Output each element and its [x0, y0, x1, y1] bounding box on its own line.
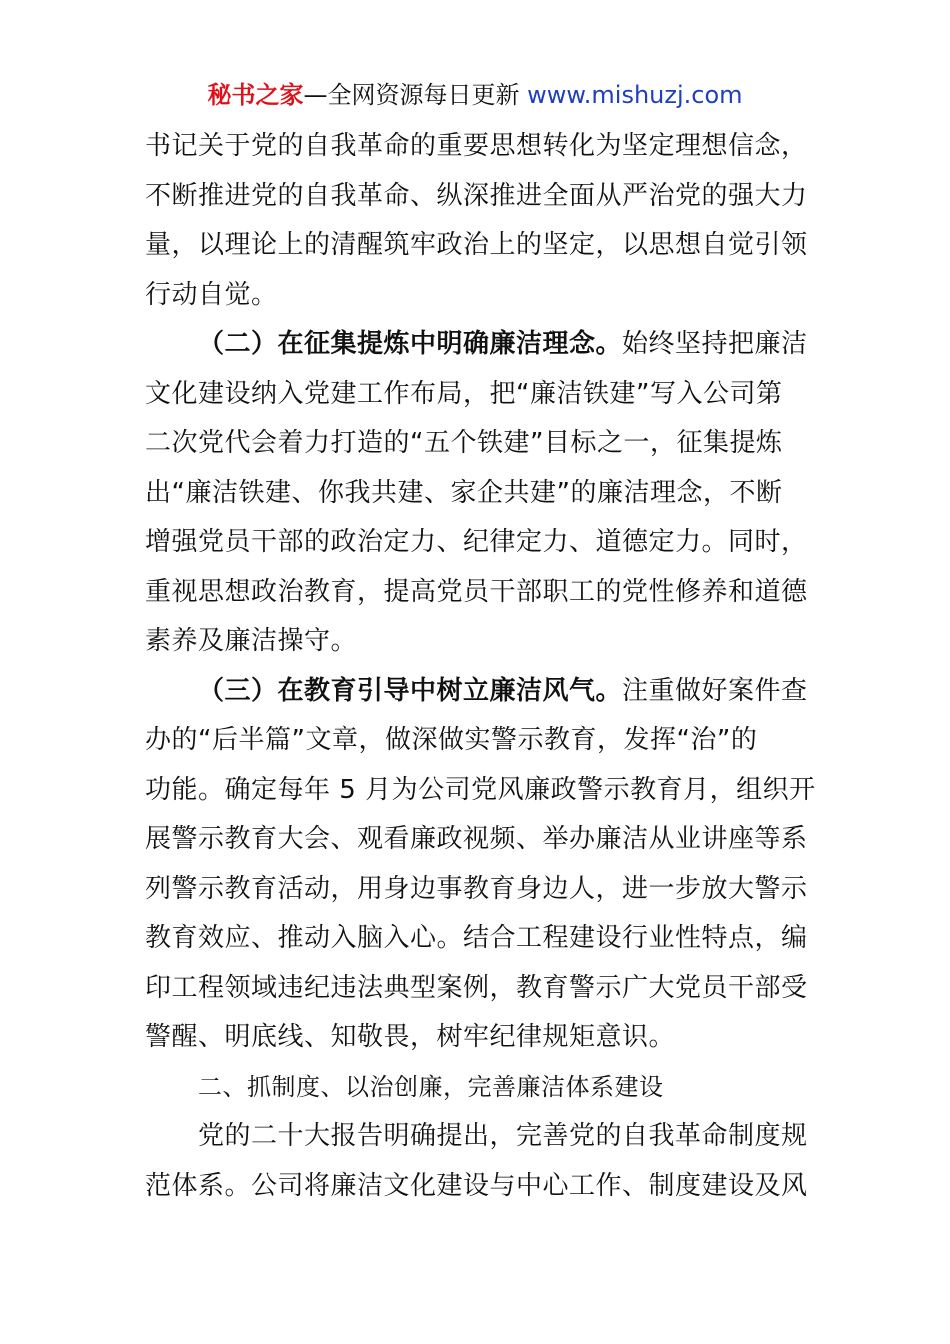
body-line: 二次党代会着力打造的“五个铁建”目标之一，征集提炼	[145, 428, 783, 458]
section-2-first-line	[145, 320, 810, 370]
site-header	[0, 78, 950, 112]
body-line: 行动自觉。	[145, 279, 278, 310]
section-3-heading: （三）在教育引导中树立廉洁风气。	[198, 675, 623, 706]
body-line: 重视思想政治教育，提高党员干部职工的党性修养和道德	[145, 576, 808, 607]
section-3-first-line	[145, 667, 810, 717]
body-line: 功能。确定每年 5 月为公司党风廉政警示教育月，组织开	[145, 774, 816, 805]
body-line: 展警示教育大会、观看廉政视频、举办廉洁从业讲座等系	[145, 824, 808, 854]
body-line: 列警示教育活动，用身边事教育身边人，进一步放大警示	[145, 873, 808, 904]
body-line: 警醒、明底线、知敬畏，树牢纪律规矩意识。	[145, 1022, 676, 1052]
body-line: 出“廉洁铁建、你我共建、家企共建”的廉洁理念，不断	[145, 477, 783, 508]
site-url: www.mishuzj.com	[527, 81, 743, 109]
body-line: 范体系。公司将廉洁文化建设与中心工作、制度建设及风	[145, 1170, 808, 1201]
site-brand: 秘书之家	[207, 81, 304, 109]
section-3-text: 注重做好案件查	[622, 675, 808, 706]
site-tagline: —全网资源每日更新	[303, 81, 528, 109]
body-line: 不断推进党的自我革命、纵深推进全面从严治党的强大力	[145, 180, 808, 211]
section-2-heading: （二）在征集提炼中明确廉洁理念。	[198, 329, 623, 359]
body-line: 印工程领域违纪违法典型案例，教育警示广大党员干部受	[145, 972, 808, 1003]
body-line: 增强党员干部的政治定力、纪律定力、道德定力。同时，	[145, 527, 808, 557]
body-line: 教育效应、推动入脑入心。结合工程建设行业性特点，编	[145, 923, 808, 953]
part-2-heading: 二、抓制度、以治创廉，完善廉洁体系建设	[198, 1072, 664, 1101]
body-line: 素养及廉洁操守。	[145, 626, 358, 656]
document-body	[145, 122, 816, 1211]
body-line: 办的“后半篇”文章，做深做实警示教育，发挥“治”的	[145, 725, 758, 755]
body-line: 量，以理论上的清醒筑牢政治上的坚定，以思想自觉引领	[145, 230, 808, 260]
body-line: 书记关于党的自我革命的重要思想转化为坚定理想信念，	[145, 131, 808, 161]
part-2-first-line: 党的二十大报告明确提出，完善党的自我革命制度规	[198, 1121, 808, 1151]
section-2-text: 始终坚持把廉洁	[622, 329, 808, 359]
body-line: 文化建设纳入党建工作布局，把“廉洁铁建”写入公司第	[145, 378, 783, 409]
